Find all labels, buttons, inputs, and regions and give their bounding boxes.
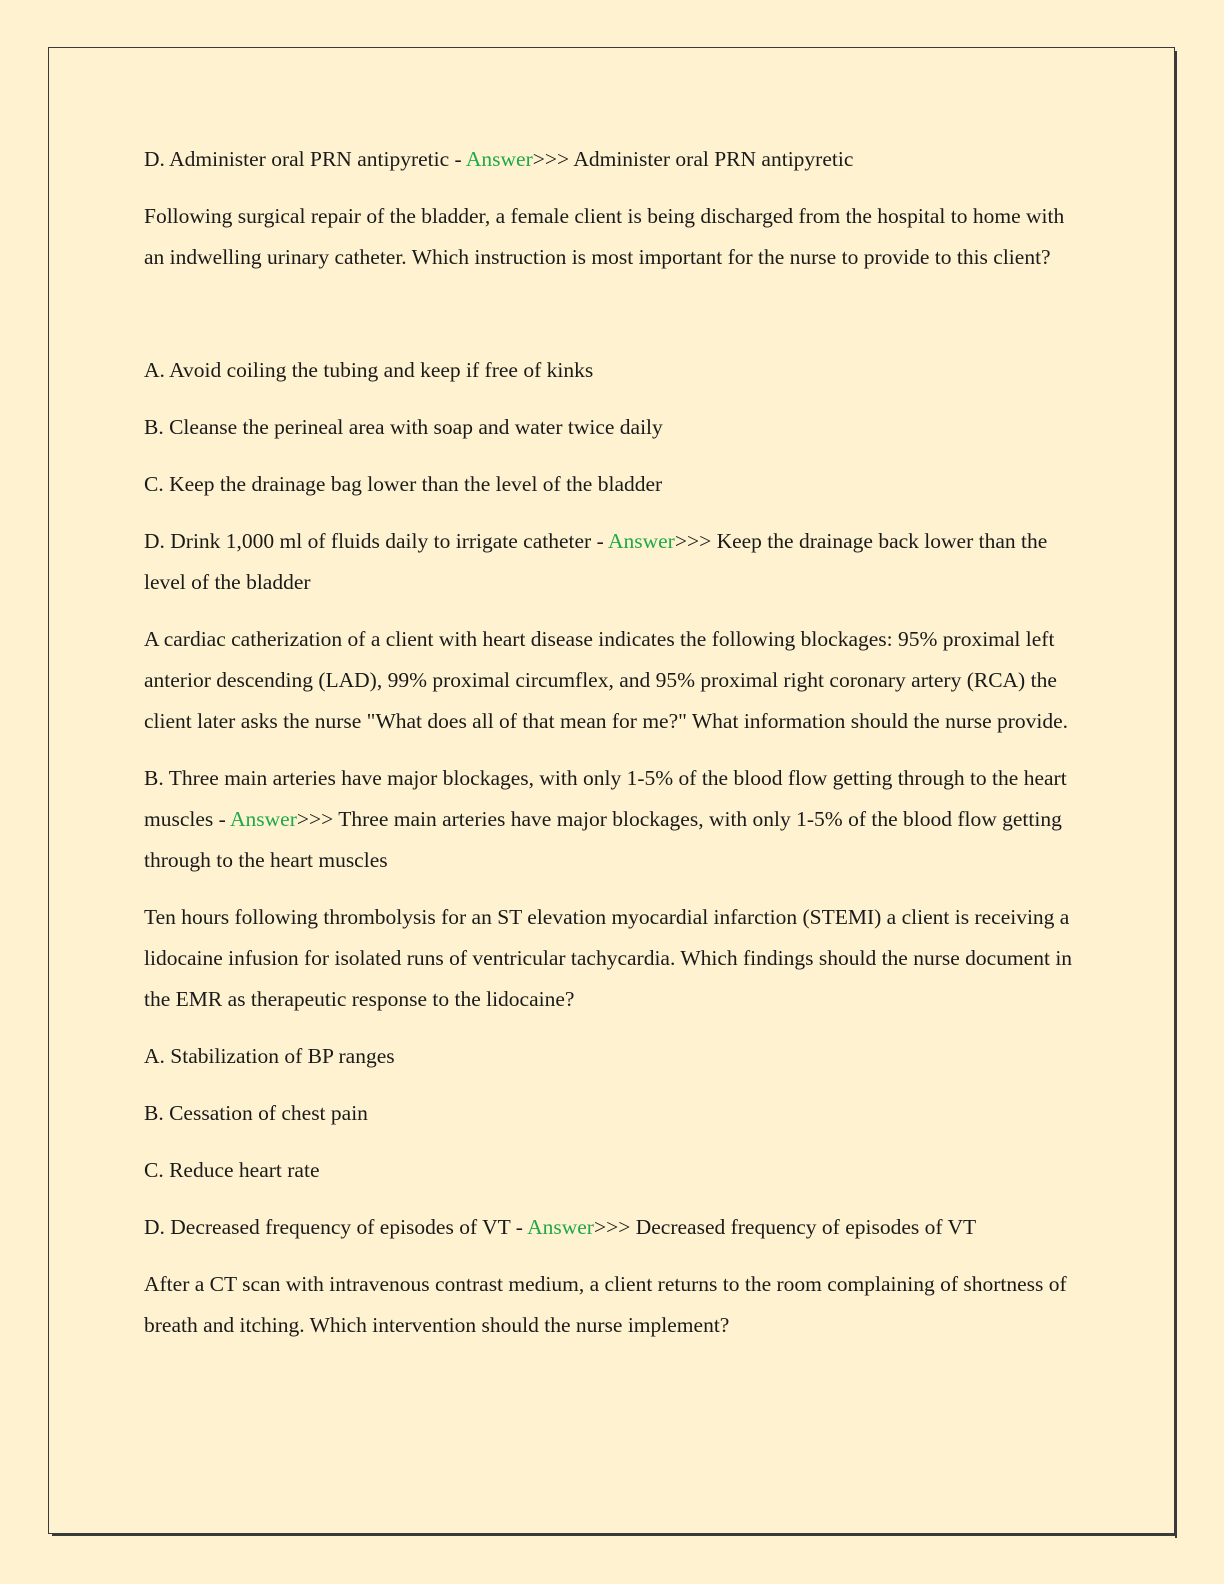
option-a-catheter: A. Avoid coiling the tubing and keep if free of kinks: [144, 358, 594, 382]
option-b-catheter: B. Cleanse the perineal area with soap and water twice daily: [144, 415, 663, 439]
answer-line-answer-text: >>> Three main arteries have major blockages, with only 1-5% of the blood flow getting through to the heart muscles: [144, 807, 1062, 872]
question-catheter: Following surgical repair of the bladder, a female client is being discharged from the hospital to home with an indwelling urinary catheter. Which instruction is most important for the nurse to provide to this client?: [144, 204, 1065, 269]
spacer: [144, 294, 1084, 350]
answer-line-answer-text: >>> Administer oral PRN antipyretic: [532, 147, 854, 171]
answer-label: Answer: [527, 1215, 594, 1239]
option-b-lidocaine: B. Cessation of chest pain: [144, 1101, 368, 1125]
option-c-lidocaine: C. Reduce heart rate: [144, 1158, 320, 1182]
option-a-lidocaine: A. Stabilization of BP ranges: [144, 1044, 395, 1068]
answer-line-answer-text: >>> Keep the drainage back lower than the level of the bladder: [144, 529, 1048, 594]
answer-line-catheter: [144, 521, 1084, 603]
option-c-catheter: C. Keep the drainage bag lower than the level of the bladder: [144, 472, 663, 496]
answer-line-blockages: [144, 758, 1084, 881]
answer-line-question-text: D. Decreased frequency of episodes of VT -: [144, 1215, 528, 1239]
answer-label: Answer: [607, 529, 675, 553]
answer-label: Answer: [465, 147, 533, 171]
question-lidocaine: Ten hours following thrombolysis for an ST elevation myocardial infarction (STEMI) a client is receiving a lidocaine infusion for isolated runs of ventricular tachycardia. Which findings should the nurse document in the EMR as therapeutic response to the lidocaine?: [144, 905, 1073, 1011]
question-ct-contrast: After a CT scan with intravenous contrast medium, a client returns to the room complaining of shortness of breath and itching. Which intervention should the nurse implement?: [144, 1272, 1067, 1337]
page-border-shadow-bottom: [52, 1534, 1177, 1536]
document-body: [144, 139, 1084, 1362]
answer-line-antipyretic: [144, 139, 1084, 180]
answer-line-answer-text: >>> Decreased frequency of episodes of VT: [593, 1215, 977, 1239]
answer-line-question-text: B. Three main arteries have major blockages, with only 1-5% of the blood flow getting through to the heart muscles -: [144, 766, 1067, 831]
question-cardiac-catherization: A cardiac catherization of a client with heart disease indicates the following blockages: 95% proximal left anterior descending (LAD), 99% proximal circumflex, and 95% proximal right coronary artery (RCA) the client later asks the nurse "What does all of that mean for me?" What information should the nurse provide.: [144, 627, 1069, 733]
page-border-shadow-right: [1175, 51, 1177, 1538]
answer-label: Answer: [230, 807, 297, 831]
answer-line-question-text: D. Administer oral PRN antipyretic -: [144, 147, 466, 171]
answer-line-lidocaine: [144, 1207, 1084, 1248]
answer-line-question-text: D. Drink 1,000 ml of fluids daily to irrigate catheter -: [144, 529, 608, 553]
